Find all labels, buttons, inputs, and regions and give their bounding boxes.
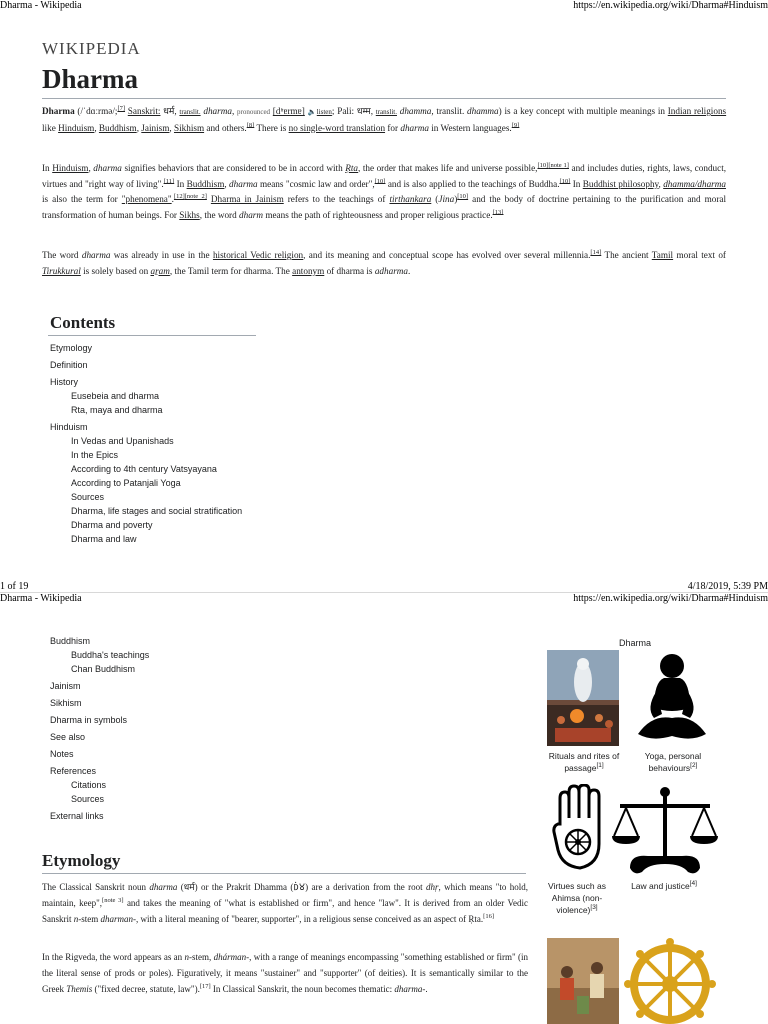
hand-outline bbox=[554, 785, 599, 868]
page-counter: 1 of 19 bbox=[0, 581, 29, 592]
toc-section-link[interactable]: Notes bbox=[50, 749, 74, 759]
translit-dharma: dharma, bbox=[203, 106, 235, 116]
text-fragment: was already in use in the bbox=[113, 250, 210, 260]
text-fragment: The word bbox=[42, 250, 79, 260]
ref-13[interactable]: [13] bbox=[492, 208, 504, 216]
dharma-wheel-image[interactable] bbox=[622, 938, 718, 1024]
toc-section-link[interactable]: Dharma in symbols bbox=[50, 715, 128, 725]
ahimsa-hand-image[interactable] bbox=[550, 784, 606, 878]
scales-of-justice-image[interactable] bbox=[610, 784, 720, 880]
ref-3[interactable]: [3] bbox=[590, 904, 598, 912]
devanagari-text: धर्म, bbox=[163, 106, 177, 116]
toc-subsection-link[interactable]: According to 4th century Vatsyayana bbox=[71, 464, 217, 474]
ref-1[interactable]: [1] bbox=[596, 762, 604, 770]
intro-paragraph-1: Dharma (/ˈdɑːrmə/;[7] Sanskrit: धर्म, translit. dharma, pronounced [dʱɐrmɐ] 🔈listen; Pali: धम्म, translit. dhamma, translit. dhamma) is a key concept with multiple meanings in Indian religions like Hinduism, Buddhism, Jainism, Sikhism and others.[8] There is no single-word translation for dharma in Western languages.[9] bbox=[42, 104, 727, 133]
link-translit-2[interactable]: translit. bbox=[375, 108, 397, 116]
person-head bbox=[557, 716, 565, 724]
title-divider bbox=[42, 98, 726, 99]
translit-label-3: translit. bbox=[436, 106, 465, 116]
statue-head bbox=[577, 658, 589, 670]
fire-glow bbox=[570, 709, 584, 723]
link-rigveda[interactable]: Rigveda bbox=[65, 952, 96, 962]
people-row bbox=[555, 728, 611, 742]
link-sikhism[interactable]: Sikhism bbox=[173, 122, 205, 133]
painted-figure-head bbox=[561, 966, 573, 978]
caption-ahimsa: Virtues such as Ahimsa (non-violence)[3] bbox=[548, 881, 606, 915]
painting-image[interactable] bbox=[547, 938, 619, 1024]
scale-pan-left bbox=[612, 836, 640, 844]
etymology-divider bbox=[42, 873, 526, 874]
etymology-paragraph-2: In the Rigveda, the word appears as an n-stem, dhárman-, with a range of meanings encompassing "something established or firm" (in the literal sense of prods or poles). Figuratively, it means "sustainer" and "supporter" (of deities). It is semantically similar to the Greek Themis ("fixed decree, statute, law").[17] In Classical Sanskrit, the noun becomes thematic: dharma-. bbox=[42, 952, 529, 994]
ref-11[interactable]: [11] bbox=[163, 177, 175, 185]
text-fragment: is solely based on bbox=[83, 265, 149, 276]
pronunciation: (/ˈdɑːrmə/; bbox=[77, 106, 118, 116]
speaker-icon[interactable]: 🔈 bbox=[307, 108, 317, 116]
link-jainism[interactable]: Jainism bbox=[141, 122, 170, 133]
pdf-page-header bbox=[0, 593, 768, 605]
link-sikhs[interactable]: Sikhs bbox=[179, 209, 200, 220]
link-religious-sense[interactable]: religious sense bbox=[319, 914, 373, 924]
text-fragment: signifies behaviors that are considered to be in accord with bbox=[124, 163, 343, 173]
italic-term: dharm bbox=[239, 209, 264, 220]
ref-17[interactable]: [17] bbox=[199, 983, 211, 990]
page-header-url[interactable]: https://en.wikipedia.org/wiki/Dharma#Hinduism bbox=[573, 0, 768, 11]
contents-heading: Contents bbox=[50, 313, 116, 332]
ref-4[interactable]: [4] bbox=[689, 880, 697, 888]
toc-section-link[interactable]: Definition bbox=[50, 360, 88, 370]
link-buddhist-philosophy[interactable]: Buddhist philosophy bbox=[582, 178, 659, 189]
text-fragment: refers to the teachings of bbox=[287, 194, 386, 204]
link-rta[interactable]: Ṛta bbox=[468, 914, 481, 924]
translit-dhamma: dhamma, bbox=[399, 106, 434, 116]
link-buddhism[interactable]: Buddhism bbox=[186, 178, 225, 189]
painted-figure-body bbox=[560, 978, 574, 1000]
link-tirukkural[interactable]: Tirukkural bbox=[42, 265, 81, 276]
text-fragment: , the Tamil term for dharma. The bbox=[169, 265, 290, 276]
link-tamil[interactable]: Tamil bbox=[651, 250, 674, 260]
text-fragment: In bbox=[176, 178, 185, 189]
text-fragment: There is bbox=[256, 122, 287, 133]
link-classical-sanskrit[interactable]: Classical Sanskrit bbox=[59, 882, 125, 892]
italic-term: dharma bbox=[93, 163, 122, 173]
text-fragment: The ancient bbox=[604, 250, 649, 260]
ref-2[interactable]: [2] bbox=[690, 762, 698, 770]
link-antonym[interactable]: antonym bbox=[292, 265, 325, 276]
link-listen[interactable]: listen bbox=[316, 108, 332, 116]
toc-subsection-link[interactable]: In the Epics bbox=[71, 450, 119, 460]
toc-subsection-link[interactable]: Buddha's teachings bbox=[71, 650, 150, 660]
text-fragment: of dharma is bbox=[326, 265, 373, 276]
italic-term: Themis bbox=[66, 984, 93, 994]
toc-subsection-link[interactable]: Dharma and law bbox=[71, 534, 137, 544]
link-dhamma-dharma[interactable]: dhamma/dharma bbox=[663, 178, 726, 189]
link-tirthankara[interactable]: tirthankara bbox=[389, 194, 432, 204]
devanagari-text: (धर्म) bbox=[180, 882, 198, 892]
toc-section-link[interactable]: External links bbox=[50, 811, 104, 821]
link-phenomena[interactable]: "phenomena" bbox=[121, 194, 172, 204]
table-of-contents bbox=[50, 341, 242, 546]
wheel-spokes bbox=[634, 948, 706, 1020]
link-hinduism[interactable]: Hinduism bbox=[52, 163, 89, 173]
text-fragment: In bbox=[42, 163, 50, 173]
text-fragment: like bbox=[42, 122, 56, 133]
link-classical-sanskrit[interactable]: Classical Sanskrit bbox=[222, 984, 287, 994]
text-fragment: is also the term for bbox=[42, 194, 118, 204]
etymology-heading: Etymology bbox=[42, 851, 121, 870]
italic-term: dharma bbox=[229, 178, 258, 189]
link-sanskrit[interactable]: Sanskrit: bbox=[127, 106, 161, 116]
toc-section-link[interactable]: Etymology bbox=[50, 343, 93, 353]
link-aram[interactable]: aṟam bbox=[150, 265, 170, 276]
link-ipa[interactable]: [dʱɐrmɐ] bbox=[272, 106, 305, 116]
toc-subsection-link[interactable]: Chan Buddhism bbox=[71, 664, 136, 674]
yoga-silhouette-image[interactable] bbox=[632, 648, 712, 748]
wikipedia-wordmark[interactable]: WIKIPEDIA bbox=[42, 39, 141, 58]
print-timestamp: 4/18/2019, 5:39 PM bbox=[687, 581, 768, 592]
toc-section-link[interactable]: Sikhism bbox=[50, 698, 82, 708]
toc-subsection-link[interactable]: Sources bbox=[71, 794, 105, 804]
italic-term: dharma- bbox=[394, 984, 426, 994]
page-header-url[interactable]: https://en.wikipedia.org/wiki/Dharma#Hinduism bbox=[573, 593, 768, 604]
toc-section-link[interactable]: Buddhism bbox=[50, 636, 91, 646]
caption-law-justice: Law and justice[4] bbox=[631, 880, 697, 891]
scale-beam bbox=[620, 804, 710, 808]
toc-subsection-link[interactable]: Sources bbox=[71, 492, 105, 502]
note-3[interactable]: [note 3] bbox=[102, 897, 124, 904]
pali-script: धम्म, bbox=[356, 106, 374, 116]
ref-14[interactable]: [14] bbox=[590, 248, 602, 256]
toc-subsection-link[interactable]: Dharma, life stages and social stratification bbox=[71, 506, 243, 516]
scale-base bbox=[630, 856, 700, 874]
toc-section-link[interactable]: See also bbox=[50, 732, 86, 742]
toc-subsection-link[interactable]: Dharma and poverty bbox=[71, 520, 153, 530]
sidebar-title: Dharma bbox=[618, 638, 651, 648]
painted-figure-head bbox=[591, 962, 603, 974]
text-fragment: In bbox=[572, 178, 581, 189]
scale-chain bbox=[626, 808, 638, 836]
text-fragment: means the path of righteousness and proper religious practice. bbox=[265, 209, 493, 220]
italic-term: dharma bbox=[149, 882, 178, 892]
toc-subsection-link[interactable]: According to Patanjali Yoga bbox=[71, 478, 181, 488]
link-buddhism[interactable]: Buddhism bbox=[98, 122, 137, 133]
ref-10[interactable]: [10] bbox=[537, 161, 549, 169]
note-2[interactable]: [note 2] bbox=[184, 192, 207, 200]
caption-rituals: Rituals and rites of passage[1] bbox=[548, 751, 620, 773]
silhouette-legs bbox=[638, 717, 706, 738]
scale-chain bbox=[704, 808, 716, 836]
toc-section-link[interactable]: Hinduism bbox=[50, 422, 88, 432]
text-fragment: and includes duties, rights, laws, conduct, virtues and "right way of living". bbox=[42, 163, 727, 189]
table-of-contents-continued bbox=[50, 634, 149, 823]
link-translit[interactable]: translit. bbox=[179, 108, 201, 116]
ref-10[interactable]: [10] bbox=[559, 177, 571, 185]
ref-8[interactable]: [8] bbox=[246, 121, 255, 129]
text-fragment: in Western languages. bbox=[431, 122, 512, 133]
silhouette-head bbox=[660, 654, 684, 678]
link-hinduism[interactable]: Hinduism bbox=[58, 122, 95, 133]
toc-subsection-link[interactable]: Rta, maya and dharma bbox=[71, 405, 163, 415]
toc-subsection-link[interactable]: Eusebeia and dharma bbox=[71, 391, 160, 401]
pronounced-label: pronounced bbox=[237, 108, 271, 116]
note-1[interactable]: [note 1] bbox=[548, 161, 569, 169]
toc-section-link[interactable]: Jainism bbox=[50, 681, 81, 691]
ref-9[interactable]: [9] bbox=[511, 121, 520, 129]
link-vedic-religion[interactable]: historical Vedic religion bbox=[212, 250, 304, 260]
person-head bbox=[605, 720, 613, 728]
page-header-title: Dharma - Wikipedia bbox=[0, 0, 82, 11]
etymology-paragraph-1: The Classical Sanskrit noun dharma (धर्म) or the Prakrit Dhamma (𑀥𑀁𑀫) are a derivation from the root dhṛ, which means "to hold, maintain, keep",[note 3] and takes the meaning of "what is established or firm", and hence "law". It is derived from an older Vedic Sanskrit n-stem dharman-, with a literal meaning of "bearer, supporter", in a religious sense conceived as an aspect of Ṛta.[16] bbox=[42, 882, 529, 924]
link-prakrit[interactable]: Prakrit bbox=[226, 882, 251, 892]
link-dharma-in-jainism[interactable]: Dharma in Jainism bbox=[210, 194, 284, 204]
page-header-title: Dharma - Wikipedia bbox=[0, 593, 82, 604]
ref-10[interactable]: [10] bbox=[374, 177, 386, 185]
scale-chain bbox=[614, 808, 626, 836]
link-no-single-word[interactable]: no single-word translation bbox=[288, 122, 386, 133]
text-fragment: and others. bbox=[206, 122, 247, 133]
ref-7[interactable]: [7] bbox=[117, 104, 126, 112]
text-fragment: , and its meaning and conceptual scope has evolved over several millennia. bbox=[303, 250, 591, 260]
contents-divider bbox=[48, 335, 256, 336]
italic-term: adharma bbox=[374, 265, 408, 276]
toc-section-link[interactable]: History bbox=[50, 377, 79, 387]
text-fragment: , the order that makes life and universe possible, bbox=[358, 163, 538, 173]
link-rta[interactable]: Ṛta bbox=[345, 163, 358, 173]
translit-dhamma-2: dhamma bbox=[467, 106, 499, 116]
intro-paragraph-3 bbox=[42, 248, 726, 279]
rituals-image[interactable] bbox=[547, 650, 619, 746]
pdf-page-header bbox=[0, 0, 768, 12]
italic-term: Jina bbox=[438, 194, 455, 204]
page-title: Dharma bbox=[42, 64, 138, 94]
toc-subsection-link[interactable]: Citations bbox=[71, 780, 107, 790]
brahmi-script: 𑀥𑀁𑀫 bbox=[293, 882, 306, 892]
scale-pan-right bbox=[690, 836, 718, 844]
toc-section-link[interactable]: References bbox=[50, 766, 97, 776]
toc-subsection-link[interactable]: In Vedas and Upanishads bbox=[71, 436, 174, 446]
text-fragment: . bbox=[408, 265, 411, 276]
pali-label: ; Pali: bbox=[331, 106, 355, 116]
scale-chain bbox=[692, 808, 704, 836]
scale-top-knob bbox=[660, 787, 670, 797]
ref-12[interactable]: [12] bbox=[173, 192, 185, 200]
text-fragment: and is also applied to the teachings of Buddha. bbox=[387, 178, 560, 189]
text-fragment: moral text of bbox=[676, 250, 726, 260]
link-vedic-sanskrit[interactable]: Vedic Sanskrit bbox=[42, 898, 528, 924]
term-bold: Dharma bbox=[42, 106, 75, 116]
person-head bbox=[595, 714, 603, 722]
ref-16[interactable]: [16] bbox=[483, 913, 495, 920]
text-fragment: means "cosmic law and order", bbox=[259, 178, 375, 189]
text-fragment: ) is a key concept with multiple meanings in bbox=[498, 106, 665, 116]
painted-figure-body bbox=[590, 974, 604, 998]
italic-term: dharman- bbox=[100, 914, 137, 924]
italic-term: dharma bbox=[81, 250, 111, 260]
link-indian-religions[interactable]: Indian religions bbox=[667, 106, 727, 116]
caption-yoga: Yoga, personal behaviours[2] bbox=[644, 751, 702, 773]
italic-term: dhárman- bbox=[213, 952, 250, 962]
text-fragment: and the body of doctrine pertaining to the purification and moral transformation of human beings. For bbox=[42, 194, 727, 220]
painted-detail bbox=[577, 996, 589, 1014]
text-fragment: , the word bbox=[199, 209, 237, 220]
italic-term: dharma bbox=[400, 122, 429, 133]
ref-10[interactable]: [10] bbox=[457, 192, 469, 200]
italic-term: dhṛ bbox=[425, 882, 439, 892]
intro-paragraph-2: In Hinduism, dharma signifies behaviors that are considered to be in accord with Ṛta, the order that makes life and universe possible,[10][note 1] and includes duties, rights, laws, conduct, virtues and "right way of living".[11] In Buddhism, dharma means "cosmic law and order",[10] and is also applied to the teachings of Buddha.[10] In Buddhist philosophy, dhamma/dharma is also the term for "phenomena".[12][note 2] Dharma in Jainism refers to the teachings of tirthankara (Jina)[10] and the body of doctrine pertaining to the purification and moral transformation of human beings. For Sikhs, the word dharm means the path of righteousness and proper religious practice.[13] bbox=[42, 161, 727, 220]
text-fragment: for bbox=[387, 122, 399, 133]
